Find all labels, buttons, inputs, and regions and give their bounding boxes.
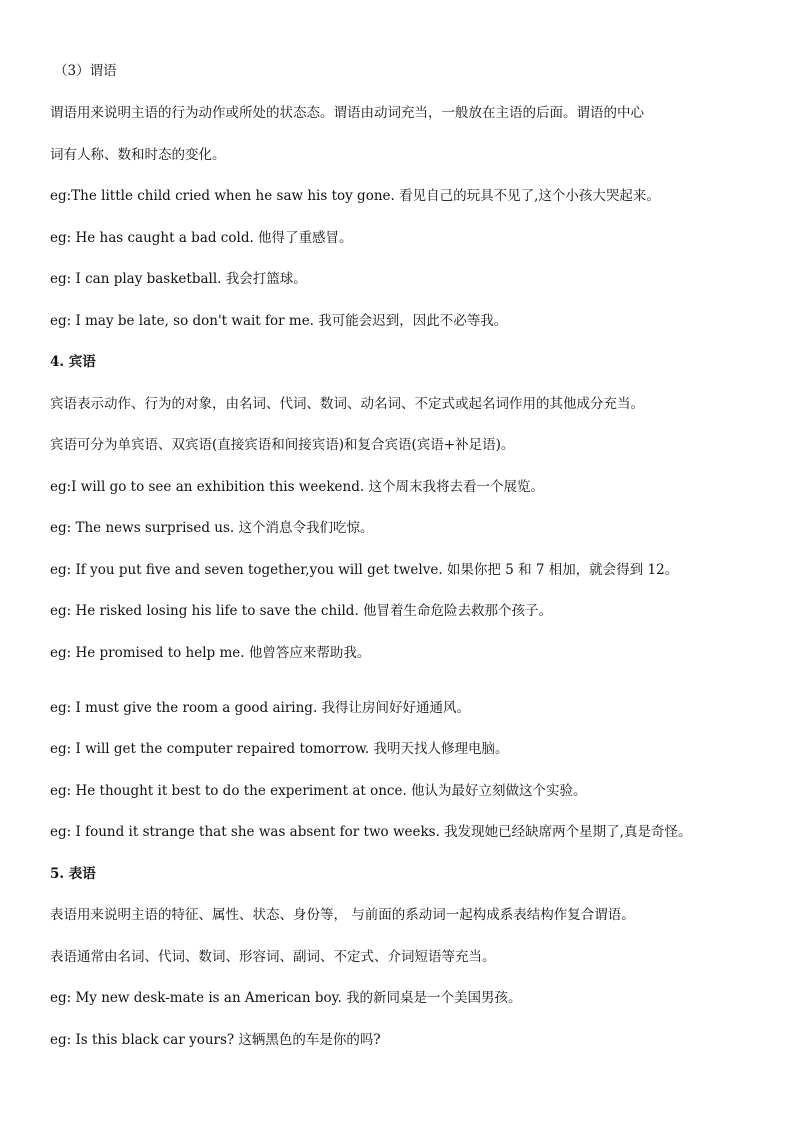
example-line: eg:The little child cried when he saw his toy gone. 看见自己的玩具不见了,这个小孩大哭起来。 [50, 188, 660, 204]
paragraph-line: 宾语表示动作、行为的对象，由名词、代词、数词、动名词、不定式或起名词作用的其他成分充当。 [50, 396, 644, 412]
example-line: eg: I will get the computer repaired tomorrow. 我明天找人修理电脑。 [50, 741, 509, 757]
section-heading-predicative: 5. 表语 [50, 866, 96, 882]
paragraph-line: 词有人称、数和时态的变化。 [50, 147, 226, 163]
example-line: eg: He thought it best to do the experiment at once. 他认为最好立刻做这个实验。 [50, 783, 587, 799]
paragraph-line: 谓语用来说明主语的行为动作或所处的状态态。谓语由动词充当，一般放在主语的后面。谓语的中心 [50, 105, 644, 121]
paragraph-line: 表语用来说明主语的特征、属性、状态、身份等， 与前面的系动词一起构成系表结构作复合谓语。 [50, 907, 635, 923]
example-line: eg: He has caught a bad cold. 他得了重感冒。 [50, 230, 353, 246]
example-line: eg: He promised to help me. 他曾答应来帮助我。 [50, 645, 371, 661]
example-line: eg: The news surprised us. 这个消息令我们吃惊。 [50, 520, 374, 536]
example-line: eg: Is this black car yours? 这辆黑色的车是你的吗? [50, 1032, 381, 1048]
paragraph-line: 表语通常由名词、代词、数词、形容词、副词、不定式、介词短语等充当。 [50, 949, 496, 965]
example-line: eg: My new desk-mate is an American boy. 我的新同桌是一个美国男孩。 [50, 990, 522, 1006]
paragraph-line: 宾语可分为单宾语、双宾语(直接宾语和间接宾语)和复合宾语(宾语+补足语)。 [50, 437, 515, 453]
section-heading-predicate: （3）谓语 [54, 63, 117, 79]
example-line: eg: I found it strange that she was absent for two weeks. 我发现她已经缺席两个星期了,真是奇怪。 [50, 824, 692, 840]
example-line: eg:I will go to see an exhibition this weekend. 这个周末我将去看一个展览。 [50, 479, 544, 495]
section-heading-object: 4. 宾语 [50, 354, 96, 370]
example-line: eg: I must give the room a good airing. 我得让房间好好通通风。 [50, 700, 471, 716]
example-line: eg: If you put five and seven together,you will get twelve. 如果你把 5 和 7 相加，就会得到 12。 [50, 562, 679, 578]
example-line: eg: I may be late, so don't wait for me. 我可能会迟到，因此不必等我。 [50, 313, 508, 329]
example-line: eg: I can play basketball. 我会打篮球。 [50, 271, 307, 287]
example-line: eg: He risked losing his life to save the child. 他冒着生命危险去救那个孩子。 [50, 603, 553, 619]
